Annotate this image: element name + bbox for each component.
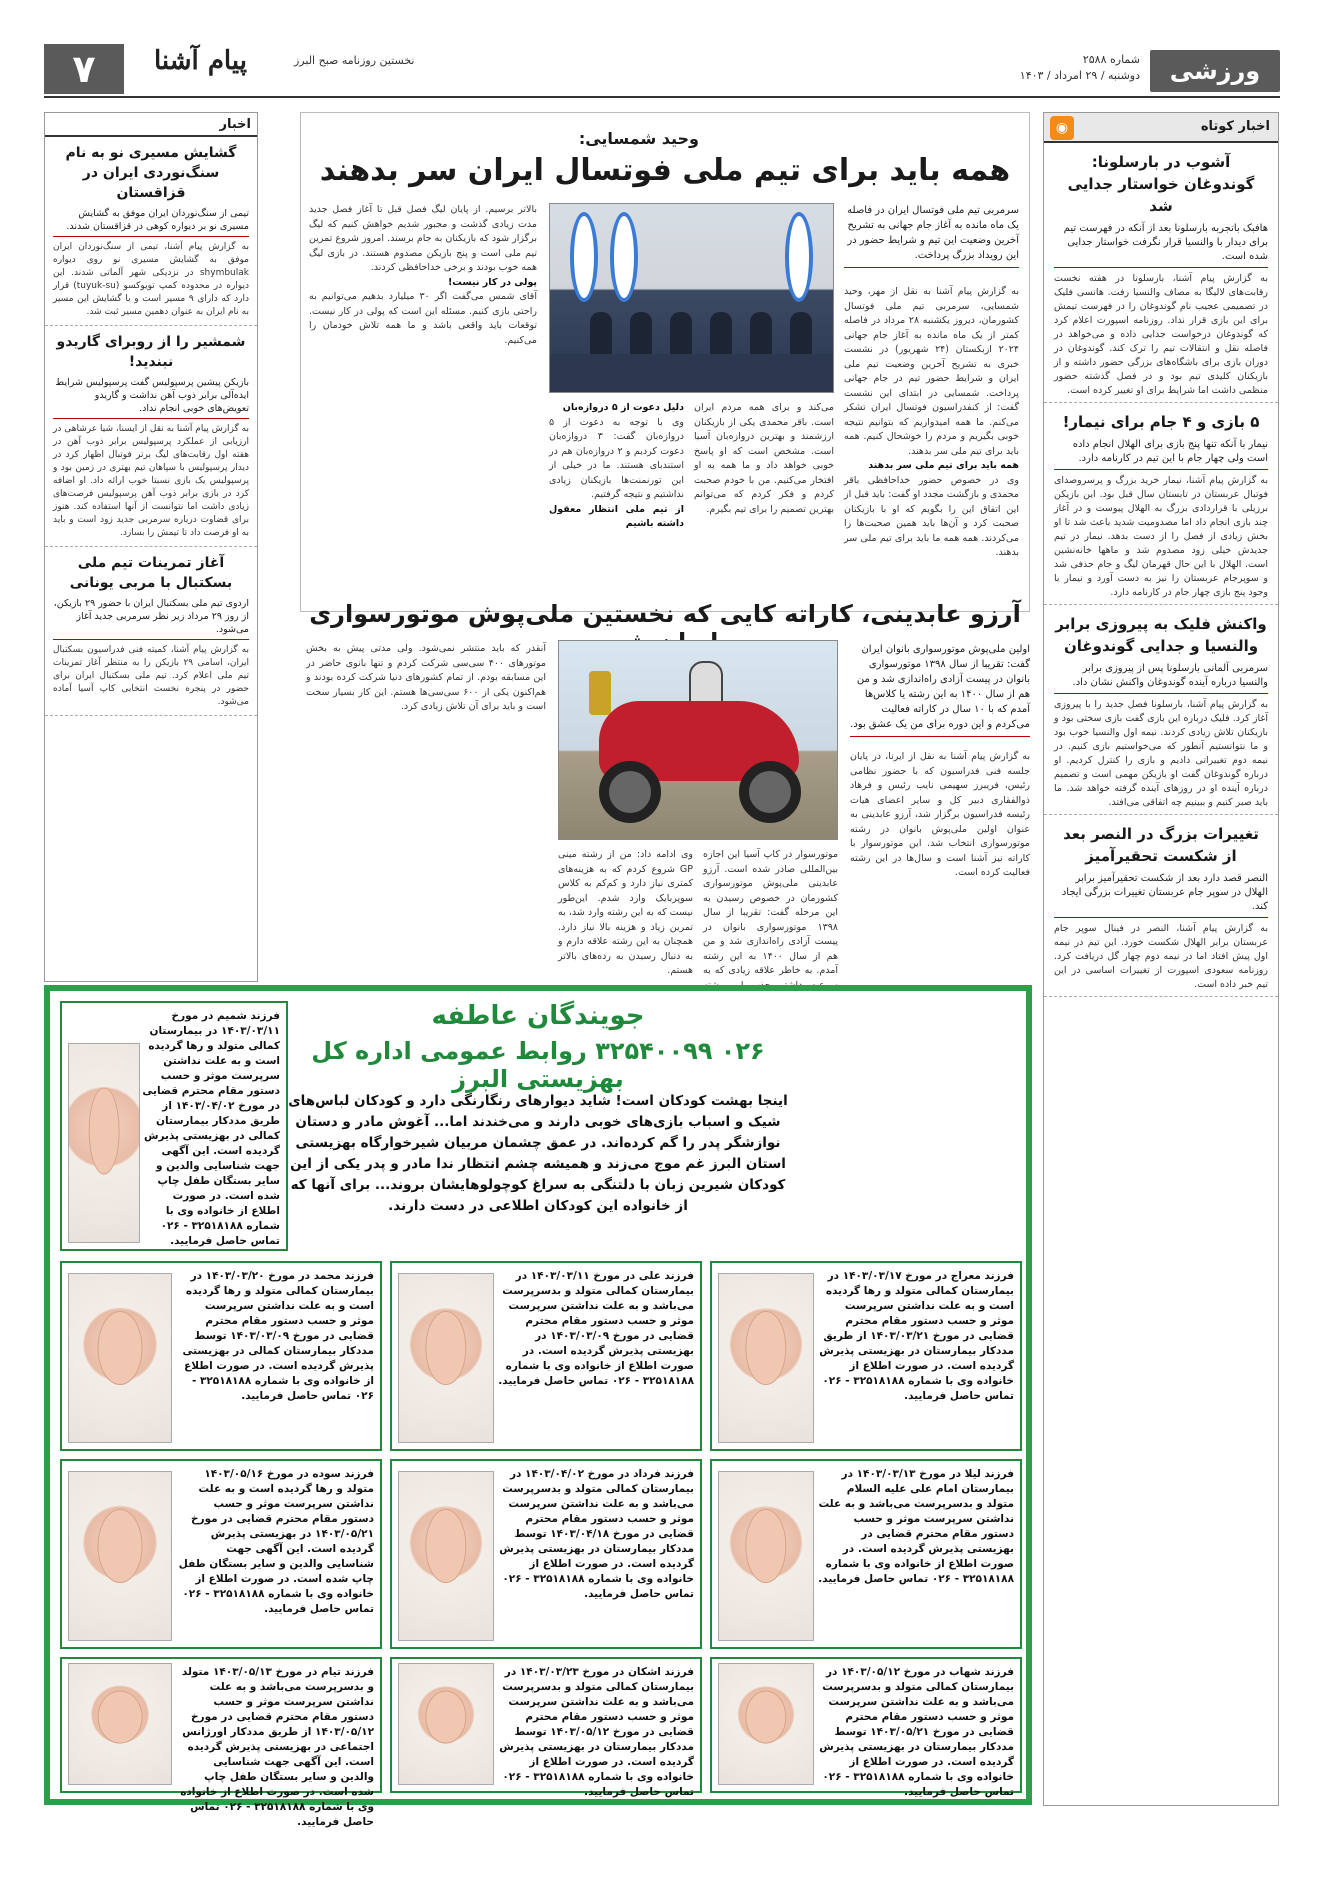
baby-face [425, 1311, 466, 1385]
baby-photo [398, 1663, 494, 1785]
news-body: به گزارش پیام آشنا، النصر در فینال سوپر جام عربستان برابر الهلال شکست خورد. این تیم در نیمه اول پیش افتاد اما در نیمه دوم چهار گل دریافت کرد. روزنامه سعودی اسپورت از تغییرات اساسی در این تیم خبر داده است. [1054, 923, 1268, 990]
news-column [44, 112, 258, 982]
article-column-3: وی ادامه داد: من از رشته مینی GP شروع کردم که به هزینه‌های کمتری نیاز دارد و کم‌کم به کلاس سوپربایک وارد شدم. این‌طور نیست که به این رشته وارد شد، به تمرین زیاد و هزینه بالا نیاز دارد. همچنان به این رشته علاقه دارم و به دنبال رسیدن به رده‌های بالاتر هستم. [558, 849, 693, 976]
rss-icon: ◉ [1050, 116, 1074, 140]
welfare-advertisement [44, 985, 1032, 1828]
news-title: آغاز تمرینات تیم ملی بسکتبال با مربی یونانی [69, 555, 233, 591]
news-lead: هافبک باتجربه بارسلونا بعد از آنکه در فهرست تیم برای دیدار با والنسیا قرار نگرفت خواستار جدایی شده است. [1054, 222, 1268, 268]
trophy-shape [589, 671, 611, 715]
column-text: وی با توجه به دعوت از ۵ دروازه‌بان گفت: ۳ دروازه‌بان دعوت کردیم و ۲ دروازه‌بان هم در استندبای هستند. ما در خیلی از این تورنمنت‌ها بازیکنان زیادی نداشتیم و نتیجه گرفتیم. [549, 416, 684, 500]
news-title: واکنش فلیک به پیروزی برابر والنسیا و جدایی گوندوغان [1055, 615, 1267, 655]
person-silhouette [590, 312, 612, 358]
baby-photo [718, 1273, 814, 1443]
short-news-item [1044, 403, 1278, 605]
ad-intro-text: اینجا بهشت کودکان است! شاید دیوارهای رنگارنگی دارد و کودکان لباس‌های شیک و اسباب بازی‌های خوبی دارند و می‌خندند اما... آغوش مادر و دستان نوازشگر پدر را گم کرده‌اند. در عمق چشمان مربیان شیرخوارگاه بهزیستی استان البرز غم موج می‌زند و همیشه چشم انتظار ندا مادر و پدر یکی از این کودکان شیرین زبان با دلتنگی به سراغ کوچولوهایشان بروند... برای آنها که از خانواده این کودکان اطلاعی در دست دارند. [288, 1093, 788, 1214]
banner-shape [570, 212, 598, 302]
article-kicker: وحید شمسایی: [578, 129, 699, 148]
child-card [710, 1657, 1022, 1798]
card-text: فرزند فرداد در مورخ ۱۴۰۳/۰۴/۰۲ در بیمارستان کمالی متولد و بدسرپرست می‌باشد و به علت نداشتن سرپرست موثر و حسب دستور مقام محترم قضایی در مورخ ۱۴۰۳/۰۴/۱۸ توسط مددکار بیمارستان در بهزیستی پذیرش گردیده است. در صورت اطلاع از خانواده وی با شماره ۳۲۵۱۸۱۸۸ - ۰۲۶ تماس حاصل فرمایید. [499, 1468, 694, 1600]
card-text: فرزند علی در مورخ ۱۴۰۳/۰۳/۱۱ در بیمارستان کمالی متولد و بدسرپرست می‌باشد و به علت نداشتن سرپرست موثر و حسب دستور مقام محترم قضایی در مورخ ۱۴۰۳/۰۳/۰۹ در بهزیستی پذیرش گردیده است. در صورت اطلاع از خانواده وی با شماره ۳۲۵۱۸۱۸۸ - ۰۲۶ تماس حاصل فرمایید. [498, 1270, 694, 1387]
baby-photo [718, 1663, 814, 1785]
card-text: فرزند محمد در مورخ ۱۴۰۳/۰۳/۲۰ در بیمارستان کمالی متولد و رها گردیده است و به علت نداشتن سرپرست موثر و حسب دستور مقام محترم قضایی در مورخ ۱۴۰۳/۰۳/۰۹ توسط مددکار بیمارستان کمالی در بهزیستی پذیرش گردیده است. در صورت اطلاع از خانواده وی با شماره ۳۲۵۱۸۱۸۸ - ۰۲۶ تماس حاصل فرمایید. [182, 1270, 374, 1402]
baby-photo [68, 1043, 140, 1243]
baby-face [98, 1311, 143, 1385]
tagline: نخستین روزنامه صبح البرز [294, 54, 415, 67]
child-card [60, 1001, 288, 1251]
wheel-shape [739, 761, 801, 823]
news-title: ۵ بازی و ۴ جام برای نیمار! [1062, 413, 1260, 431]
short-news-item [1044, 815, 1278, 997]
child-card [60, 1657, 382, 1828]
card-text: فرزند شهاب در مورخ ۱۴۰۳/۰۵/۱۲ در بیمارستان کمالی متولد و بدسرپرست می‌باشد و به علت نداشتن سرپرست موثر و حسب دستور مقام محترم قضایی در مورخ ۱۴۰۳/۰۵/۲۱ توسط مددکار بیمارستان در بهزیستی پذیرش گردیده است. در صورت اطلاع از خانواده وی با شماره ۳۲۵۱۸۱۸۸ - ۰۲۶ تماس حاصل فرمایید. [819, 1666, 1014, 1798]
child-card [390, 1657, 702, 1798]
card-text: فرزند سوده در مورخ ۱۴۰۳/۰۵/۱۶ متولد و رها گردیده است و به علت نداشتن سرپرست موثر و حسب دستور مقام محترم قضایی در مورخ ۱۴۰۳/۰۵/۲۱ در بهزیستی پذیرش گردیده است. این آگهی جهت شناسایی والدین و سایر بستگان طفل چاپ شده است. در صورت اطلاع از خانواده وی با شماره ۳۲۵۱۸۱۸۸ - ۰۲۶ تماس حاصل فرمایید. [178, 1468, 374, 1615]
subhead: از تیم ملی انتظار معقول داشته باشیم [549, 503, 684, 529]
banner-shape [785, 212, 813, 302]
baby-photo [68, 1471, 172, 1641]
card-text: فرزند معراج در مورخ ۱۴۰۳/۰۳/۱۷ در بیمارستان کمالی متولد و رها گردیده است و به علت نداشتن سرپرست موثر و حسب دستور مقام محترم قضایی در مورخ ۱۴۰۳/۰۳/۲۱ از طریق مددکار بیمارستان در بهزیستی پذیرش گردیده است. در صورت اطلاع از خانواده وی با شماره ۳۲۵۱۸۱۸۸ - ۰۲۶ تماس حاصل فرمایید. [819, 1270, 1014, 1402]
article-lead: سرمربی تیم ملی فوتسال ایران در فاصله یک ماه مانده به آغاز جام جهانی به تشریح آخرین وضعیت این تیم و شرایط حضور در این رویداد بزرگ پرداخت. [844, 203, 1019, 268]
news-body: به گزارش پیام آشنا، نیمار خرید بزرگ و پرسروصدای فوتبال عربستان در تابستان سال قبل بود. این بازیکن برزیلی با قراردادی بزرگ به الهلال پیوست و در آغاز چند بازی انجام داد اما مصدومیت شدید باعث شد تا او بخش زیادی از فصل را از دست بدهد. نیمار در تیم جدیدش خیلی زود مصدوم شد و ماهها خانه‌نشین است. الهلال با این حال قهرمان لیگ و جام حذفی شد و سوپرجام عربستان را نیز به دست آورد و نیمار با وجود پنج بازی چهار جام در کارنامه دارد. [1054, 475, 1268, 598]
article-column-1: به گزارش پیام آشنا به نقل از ایرنا، در پایان جلسه فنی فدراسیون که با حضور نظامی رئیس، فریبرز سهیمی نایب رئیس و فرهاد ذوالفقاری دبیر کل و سایر اعضای هیات رئیسه فدراسیون برگزار شد، آرزو عابدینی به عنوان اولین ملی‌پوش بانوان در رشته موتورسواری انتخاب شد. این موتورسوار با کاراته نیز آشنا است و سال‌ها در این رشته فعالیت کرده است. [850, 751, 1030, 878]
baby-face [98, 1690, 143, 1743]
child-card [60, 1459, 382, 1649]
baby-face [745, 1311, 786, 1385]
child-card [390, 1261, 702, 1451]
baby-photo [68, 1663, 172, 1785]
short-news-header [1044, 113, 1278, 143]
karate-article [300, 600, 1030, 985]
subhead: همه باید برای تیم ملی سر بدهند [868, 460, 1019, 471]
newspaper-logo: پیام آشنا [154, 46, 247, 76]
article-column-2 [694, 401, 834, 601]
news-item [45, 326, 257, 547]
column-text: بالاتر برسیم. از پایان لیگ فصل قبل تا آغاز فصل جدید مدت زیادی گذشت و مجبور شدیم خواهش کنیم که لیگ برگزار شود که بازیکنان به جام برسند. امروز شروع تمرین تیم ملی است و پنج بازیکن مصدوم هستند. در بازی لیگ همه خوب بودند و برخی خداحافظی کردند. [309, 204, 537, 273]
article-lead: اولین ملی‌پوش موتورسواری بانوان ایران گفت: تقریبا از سال ۱۳۹۸ موتورسواری بانوان در پیست آزادی راه‌اندازی شد و من هم از سال ۱۴۰۰ به این رشته یا کلاس‌ها آمدم که با ۱۰ سال در کاراته فعالیت می‌کردم و این دوره برای من یک عشق بود. [850, 642, 1030, 737]
baby-face [745, 1690, 786, 1743]
short-news-sidebar [1043, 112, 1279, 1806]
wheel-shape [599, 761, 661, 823]
baby-photo [718, 1471, 814, 1641]
press-conference-photo [549, 203, 834, 393]
article-column-4: آنقدر که باید منتشر نمی‌شود. ولی مدتی پیش به بخش موتورهای ۴۰۰ سی‌سی شرکت کردم و تنها بانوی حاضر در این مسابقه بودم. از تمام کشورهای دنیا شرکت کرده بودند و هم‌اکنون یکی از ۶۰۰ سی‌سی‌ها هستم. این کار بسیار سخت است و باید برای آن تلاش زیادی کرد. [306, 643, 546, 712]
baby-photo [68, 1273, 172, 1443]
baby-face [425, 1690, 466, 1743]
issue-info [1020, 52, 1140, 84]
person-silhouette [670, 312, 692, 358]
news-title: شمشیر را از روبرای گاریدو نبندید! [56, 334, 246, 370]
person-silhouette [750, 312, 772, 358]
short-news-item [1044, 143, 1278, 403]
issue-number: شماره ۲۵۸۸ [1082, 53, 1140, 66]
banner-shape [610, 212, 638, 302]
column-text: وی در خصوص حضور خداحافظی باقر محمدی و بازگشت مجدد او گفت: باید قبل از این اتفاق این را بگویم که او با بازیکنان صحبت کرد و آن‌ها باید همین صحبت‌ها را می‌کردند. همه همه ما باید برای تیم ملی سر بدهند. [844, 474, 1019, 558]
baby-face [98, 1509, 143, 1583]
baby-face [89, 1088, 120, 1175]
futsal-article [300, 112, 1030, 612]
card-text: فرزند تیام در مورخ ۱۴۰۳/۰۵/۱۳ متولد و بدسرپرست می‌باشد و به علت نداشتن سرپرست موثر و حسب دستور مقام محترم قضایی در مورخ ۱۴۰۳/۰۵/۱۲ از طریق مددکار اورژانس اجتماعی در بهزیستی پذیرش گردیده است. این آگهی جهت شناسایی والدین و سایر بستگان طفل چاپ شده است. در صورت اطلاع از خانواده وی با شماره ۳۲۵۱۸۱۸۸ - ۰۲۶ تماس حاصل فرمایید. [180, 1666, 374, 1828]
news-body: به گزارش پیام آشنا، تیمی از سنگ‌نوردان ایران موفق به گشایش مسیری نو روی دیواره shymbulak در نزدیکی شهر آلماتی شدند. این دیواره در محدوده کمپ تویوکسو (tuyuk-su) قرار دارد که دارای ۹ مسیر است و با گشایش این مسیر به نام ایران به عنوان دهمین مسیر ثبت شد. [53, 242, 249, 317]
baby-face [745, 1509, 786, 1583]
article-column-1 [844, 285, 1019, 605]
child-card [710, 1459, 1022, 1649]
news-column-label: اخبار [219, 117, 251, 132]
person-silhouette [630, 312, 652, 358]
article-column-3 [549, 401, 684, 601]
baby-photo [398, 1471, 494, 1641]
child-card [60, 1261, 382, 1451]
news-body: به گزارش پیام آشنا، بارسلونا فصل جدید را با پیروزی آغاز کرد. فلیک درباره این بازی گفت بازی سختی بود و بازیکنان تلاش زیادی کردند. نیمه اول والنسیا خوب بود و ما نتوانستیم آنطور که می‌خواستیم بازی کنیم. در نیمه دوم تغییراتی دادیم و بازی را کنترل کردیم. او درباره گوندوغان گفت او بازیکن مهمی است و تصمیم درباره آینده او در روزهای آینده گرفته خواهد شد. ما باید صبر کنیم و ببینیم چه اتفاقی می‌افتد. [1054, 699, 1268, 808]
news-title: تغییرات بزرگ در النصر بعد از شکست تحقیرآمیز [1063, 825, 1259, 865]
subhead: پولی در کار نیست! [447, 276, 537, 288]
news-lead: النصر قصد دارد بعد از شکست تحقیرآمیز برابر الهلال در سوپر جام عربستان تغییرات بزرگی ایجاد کند. [1054, 872, 1268, 918]
news-body: به گزارش پیام آشنا، کمیته فنی فدراسیون بسکتبال ایران، اسامی ۲۹ بازیکن را به منتظر آغاز تمرینات تیم ملی اعلام کرد. تیم ملی بسکتبال ایران برای حضور در پنجره نخست انتخابی کاپ آسیا آماده می‌شود. [53, 645, 249, 707]
column-text: به گزارش پیام آشنا به نقل از مهر، وحید شمسایی، سرمربی تیم ملی فوتسال کشورمان، دیروز یکشنبه ۲۸ مرداد در فاصله کمتر از یک ماه مانده به آغاز جام جهانی ۲۰۲۴ ازبکستان (۲۴ شهریور) در نشست خبری به تشریح آخرین وضعیت تیم ملی ایران و شرایط حضور تیم در جام جهانی پرداخت. شمسایی در ابتدای این نشست گفت: از کنفدراسیون فوتسال ایران تشکر می‌کنم. ما همه امیدواریم که بتوانیم نتیجه خوبی بگیریم و مردم را خوشحال کنیم. همه باید برای تیم ملی سر بدهند. [844, 286, 1019, 457]
person-silhouette [790, 312, 812, 358]
issue-date: دوشنبه / ۲۹ امرداد / ۱۴۰۳ [1019, 69, 1140, 82]
card-text: فرزند شمیم در مورخ ۱۴۰۳/۰۳/۱۱ در بیمارستان کمالی متولد و رها گردیده است و به علت نداشتن سرپرست موثر و حسب دستور مقام محترم قضایی در مورخ ۱۴۰۳/۰۴/۰۲ از طریق مددکار بیمارستان کمالی در بهزیستی پذیرش گردیده است. این آگهی جهت شناسایی والدین و سایر بستگان طفل چاپ شده است. در صورت اطلاع از خانواده وی با شماره ۳۲۵۱۸۱۸۸ - ۰۲۶ تماس حاصل فرمایید. [142, 1010, 280, 1247]
baby-face [425, 1509, 466, 1583]
article-column-4 [309, 203, 537, 603]
page-number: ۷ [44, 44, 124, 94]
news-column-header [45, 113, 257, 137]
card-text: فرزند لیلا در مورخ ۱۴۰۳/۰۳/۱۳ در بیمارستان امام علی علیه السلام متولد و بدسرپرست می‌باشد و به علت نداشتن سرپرست موثر و حسب دستور مقام محترم قضایی در بهزیستی پذیرش گردیده است. در صورت اطلاع از خانواده وی با شماره ۳۲۵۱۸۱۸۸ - ۰۲۶ تماس حاصل فرمایید. [818, 1468, 1014, 1585]
news-title: گشایش مسیری نو به نام سنگ‌نوردی ایران در قزاقستان [65, 145, 237, 201]
news-title: آشوب در بارسلونا: گوندوغان خواستار جدایی شد [1067, 153, 1255, 215]
ad-title: جویندگان عاطفه [431, 1001, 645, 1031]
baby-photo [398, 1273, 494, 1443]
subhead: دلیل دعوت از ۵ دروازه‌بان [562, 402, 684, 413]
section-label: ورزشی [1150, 50, 1280, 92]
ad-phone-line: ۰۲۶ ۳۲۵۴۰۰۹۹ روابط عمومی اداره کل بهزیستی البرز [311, 1037, 765, 1093]
child-card [390, 1459, 702, 1649]
short-news-label: اخبار کوتاه [1200, 119, 1270, 134]
person-silhouette [710, 312, 732, 358]
page-header [44, 40, 1280, 98]
card-text: فرزند اشکان در مورخ ۱۴۰۳/۰۳/۲۳ در بیمارستان کمالی متولد و بدسرپرست می‌باشد و به علت نداشتن سرپرست موثر و حسب دستور مقام محترم قضایی در مورخ ۱۴۰۳/۰۵/۱۲ توسط مددکار بیمارستان در بهزیستی پذیرش گردیده است. در صورت اطلاع از خانواده وی با شماره ۳۲۵۱۸۱۸۸ - ۰۲۶ تماس حاصل فرمایید. [499, 1666, 694, 1798]
news-lead: سرمربی آلمانی بارسلونا پس از پیروزی برابر والنسیا درباره آینده گوندوغان واکنش نشان داد. [1054, 662, 1268, 694]
child-card [710, 1261, 1022, 1451]
news-item [45, 547, 257, 716]
news-lead: بازیکن پیشین پرسپولیس گفت پرسپولیس شرایط ایده‌آلی برابر ذوب آهن نداشت و گاریدو تعویض‌های خوبی انجام نداد. [53, 376, 249, 419]
article-headline: آرزو عابدینی، کاراته کایی که نخستین ملی‌پوش موتورسواری [309, 600, 1021, 628]
news-lead: تیمی از سنگ‌نوردان ایران موفق به گشایش مسیری نو بر دیواره کوهی در قزاقستان شدند. [53, 207, 249, 237]
article-headline: همه باید برای تیم ملی فوتسال ایران سر بدهند [319, 153, 1011, 188]
news-lead: نیمار با آنکه تنها پنج بازی برای الهلال انجام داده است ولی چهار جام با این تیم در کارنامه دارد. [1054, 438, 1268, 470]
news-body: به گزارش پیام آشنا، بارسلونا در هفته نخست رقابت‌های لالیگا به مصاف والنسیا رفت. هانسی فلیک در تصمیمی عجیب نام گوندوغان را در فهرست تیمش برای این بازی قرار نداد. روزنامه اسپورت اعلام کرد که گوندوغان درخواست جدایی داده و می‌خواهد در فاصله نقل و انتقالات تیم را ترک کند. گوندوغان در دوران بازی برای باشگاه‌های بزرگی حضور داشته و از بازیکنان کلیدی تیم بود و در فصل گذشته حضور منظمی داشت اما شرایط برای او تغییر کرده است. [1054, 273, 1268, 396]
short-news-item [1044, 605, 1278, 815]
column-text: آقای شمس می‌گفت اگر ۳۰ میلیارد بدهیم می‌توانیم به راحتی بازی کنیم. مسئله این است که پولی در کار نیست. توقعات باید واقعی باشد و ما همه تلاش خودمان را می‌کنیم. [309, 291, 537, 346]
news-item [45, 137, 257, 326]
motorcycle-rider-photo [558, 640, 838, 840]
article-column-2: موتورسوار در کاپ آسیا این اجازه بین‌المللی صادر شده است. آرزو عابدینی ملی‌پوش موتورسواری کشورمان در خصوص رسیدن به این مرحله گفت: تقریبا از سال ۱۳۹۸ موتورسواری بانوان در پیست آزادی راه‌اندازی شد و من هم از سال ۱۴۰۰ به این رشته آمدم. به خاطر علاقه زیادی که به [703, 849, 838, 976]
conference-table [550, 354, 833, 392]
news-body: به گزارش پیام آشنا به نقل از ایسنا، شیا عرشاهی در ارزیابی از عملکرد پرسپولیس برابر ذوب آهن در هفته اول رقابت‌های لیگ برتر فوتبال اظهار کرد در دیدار پرسپولیس با سپاهان تیم بهتری در زمین بود و پرسپولیس یک بازی نسبتا خوب ارائه داد. او اضافه کرد در بازی برابر ذوب آهن پرسپولیس فرصت‌های زیادی داشت اما نتوانست از آنها استفاده کند. هنوز برای قضاوت درباره سرمربی جدید زود است و باید به او فرصت داد تا تیمش را بسازد. [53, 424, 249, 538]
news-lead: اردوی تیم ملی بسکتبال ایران با حضور ۲۹ بازیکن، از روز ۲۹ مرداد زیر نظر سرمربی جدید آغاز می‌شود. [53, 597, 249, 640]
column-text: می‌کند و برای همه مردم ایران است. باقر محمدی یکی از بازیکنان ارزشمند و بهترین دروازه‌بان آسیا است. مشخص است که او پاسخ خوبی خواهد داد و ما همه به او افتخار می‌کنیم. من با خودم صحبت کردم و فکر کردم که می‌توانم بهترین تصمیم را برای تیم بگیرم. [694, 402, 834, 515]
